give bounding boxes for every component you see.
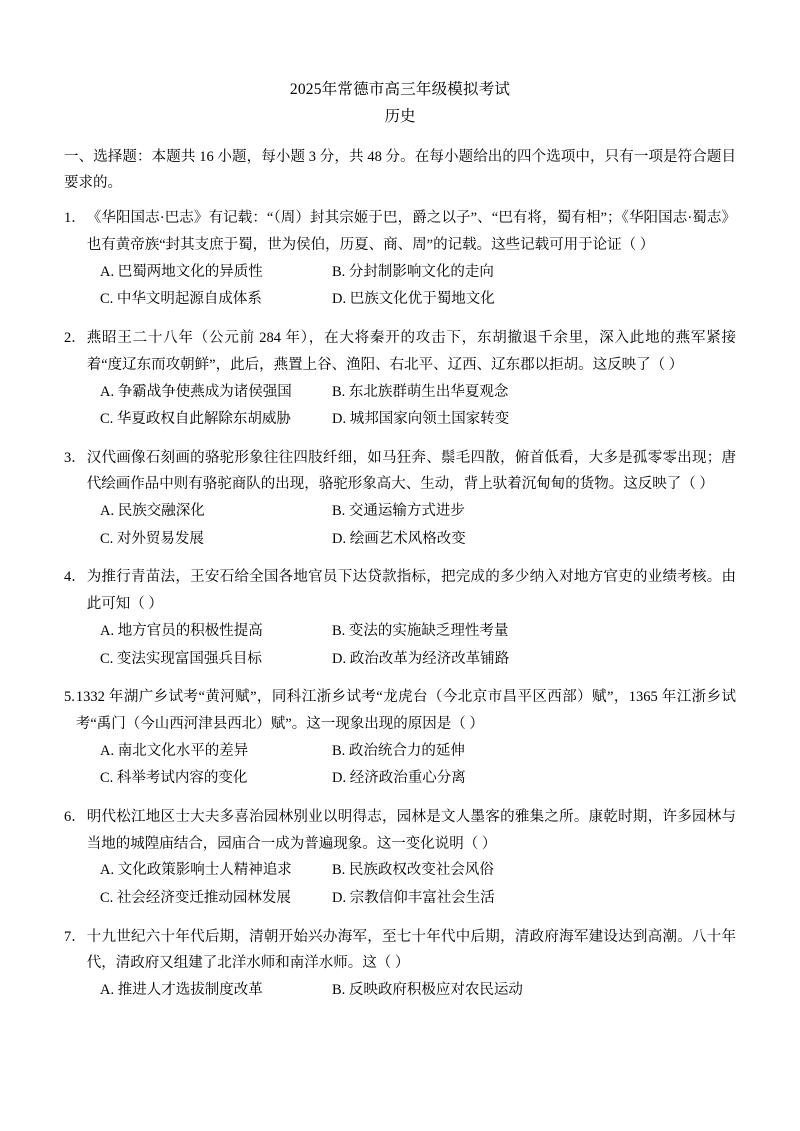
question-number: 7． (64, 928, 86, 945)
option-b[interactable]: B. 反映政府积极应对农民运动 (332, 982, 523, 999)
option-a[interactable]: A. 巴蜀两地文化的异质性 (100, 263, 263, 280)
option-a[interactable]: A. 民族交融深化 (100, 503, 205, 520)
option-b[interactable]: B. 政治统合力的延伸 (332, 742, 465, 759)
option-c[interactable]: C. 对外贸易发展 (100, 530, 204, 547)
question-number: 4． (64, 569, 86, 586)
question-stem: 1332 年湖广乡试考“黄河赋”，同科江浙乡试考“龙虎台（今北京市昌平区西部）赋”，1365 年江浙乡试考“禹门（今山西河津县西北）赋”。这一现象出现的原因是（ ） (75, 689, 736, 732)
option-b[interactable]: B. 分封制影响文化的走向 (332, 263, 494, 280)
option-a[interactable]: A. 地方官员的积极性提高 (100, 623, 263, 639)
page-title: 2025年常德市高三年级模拟考试 (289, 81, 511, 98)
section-one-heading: 一、选择题：本题共 16 小题，每小题 3 分，共 48 分。在每小题给出的四个选项中，只有一项是符合题目要求的。 (64, 148, 736, 192)
option-d[interactable]: D. 巴族文化优于蜀地文化 (332, 291, 495, 308)
option-d[interactable]: D. 城邦国家向领土国家转变 (332, 411, 510, 428)
question-stem: 明代松江地区士大夫多喜治园林别业以明得志，园林是文人墨客的雅集之所。康乾时期，许多园林与当地的城隍庙结合，园庙合一成为普遍现象。这一变化说明（ ） (86, 808, 736, 852)
question-stem: 为推行青苗法，王安石给全国各地官员下达贷款指标，把完成的多少纳入对地方官吏的业绩考核。由此可知（ ） (86, 569, 736, 613)
option-c[interactable]: C. 变法实现富国强兵目标 (100, 650, 262, 667)
question-2 (64, 325, 736, 434)
question-3 (64, 445, 736, 554)
question-5 (64, 684, 736, 793)
question-7 (64, 924, 736, 1005)
option-d[interactable]: D. 经济政治重心分离 (332, 770, 466, 787)
option-c[interactable]: C. 中华文明起源自成体系 (100, 291, 262, 308)
question-number: 5. (64, 689, 75, 706)
option-a[interactable]: A. 文化政策影响士人精神追求 (100, 862, 292, 879)
option-a[interactable]: A. 争霸战争使燕成为诸侯强国 (100, 383, 292, 400)
question-stem: 燕昭王二十八年（公元前 284 年），在大将秦开的攻击下，东胡撤退千余里，深入此地的燕军紧接着“度辽东而攻朝鲜”，此后，燕置上谷、渔阳、右北平、辽西、辽东郡以拒胡。这反映了（ ） (86, 329, 736, 373)
option-b[interactable]: B. 东北族群萌生出华夏观念 (332, 383, 509, 400)
question-4 (64, 564, 736, 673)
option-a[interactable]: A. 南北文化水平的差异 (100, 742, 249, 759)
option-c[interactable]: C. 社会经济变迁推动园林发展 (100, 889, 291, 906)
question-number: 2． (64, 329, 86, 346)
question-number: 1． (64, 210, 86, 227)
option-d[interactable]: D. 政治改革为经济改革铺路 (332, 650, 510, 667)
question-6 (64, 804, 736, 913)
question-1 (64, 205, 736, 314)
option-c[interactable]: C. 科举考试内容的变化 (100, 770, 248, 787)
question-number: 6． (64, 808, 86, 825)
question-stem: 汉代画像石刻画的骆驼形象往往四肢纤细，如马狂奔、鬃毛四散，俯首低看，大多是孤零零出现；唐代绘画作品中则有骆驼商队的出现，骆驼形象高大、生动，背上驮着沉甸甸的货物。这反映了（ ） (86, 449, 736, 493)
option-b[interactable]: B. 民族政权改变社会风俗 (332, 862, 494, 879)
option-d[interactable]: D. 绘画艺术风格改变 (332, 530, 466, 547)
option-d[interactable]: D. 宗教信仰丰富社会生活 (332, 889, 495, 906)
question-number: 3． (64, 449, 86, 466)
option-a[interactable]: A. 推进人才选拔制度改革 (100, 982, 263, 999)
question-stem: 十九世纪六十年代后期，清朝开始兴办海军，至七十年代中后期，清政府海军建设达到高潮。八十年代，清政府又组建了北洋水师和南洋水师。这（ ） (86, 928, 736, 972)
option-c[interactable]: C. 华夏政权自此解除东胡威胁 (100, 411, 291, 428)
question-stem: 《华阳国志·巴志》有记载：“（周）封其宗姬于巴，爵之以子”、“巴有将，蜀有相”；《华阳国志·蜀志》也有黄帝族“封其支庶于蜀，世为侯伯，历夏、商、周”的记载。这些记载可用于论证（ ） (86, 210, 736, 254)
option-b[interactable]: B. 交通运输方式进步 (332, 503, 465, 520)
option-b[interactable]: B. 变法的实施缺乏理性考量 (332, 623, 509, 639)
page-subject: 历史 (384, 107, 416, 125)
